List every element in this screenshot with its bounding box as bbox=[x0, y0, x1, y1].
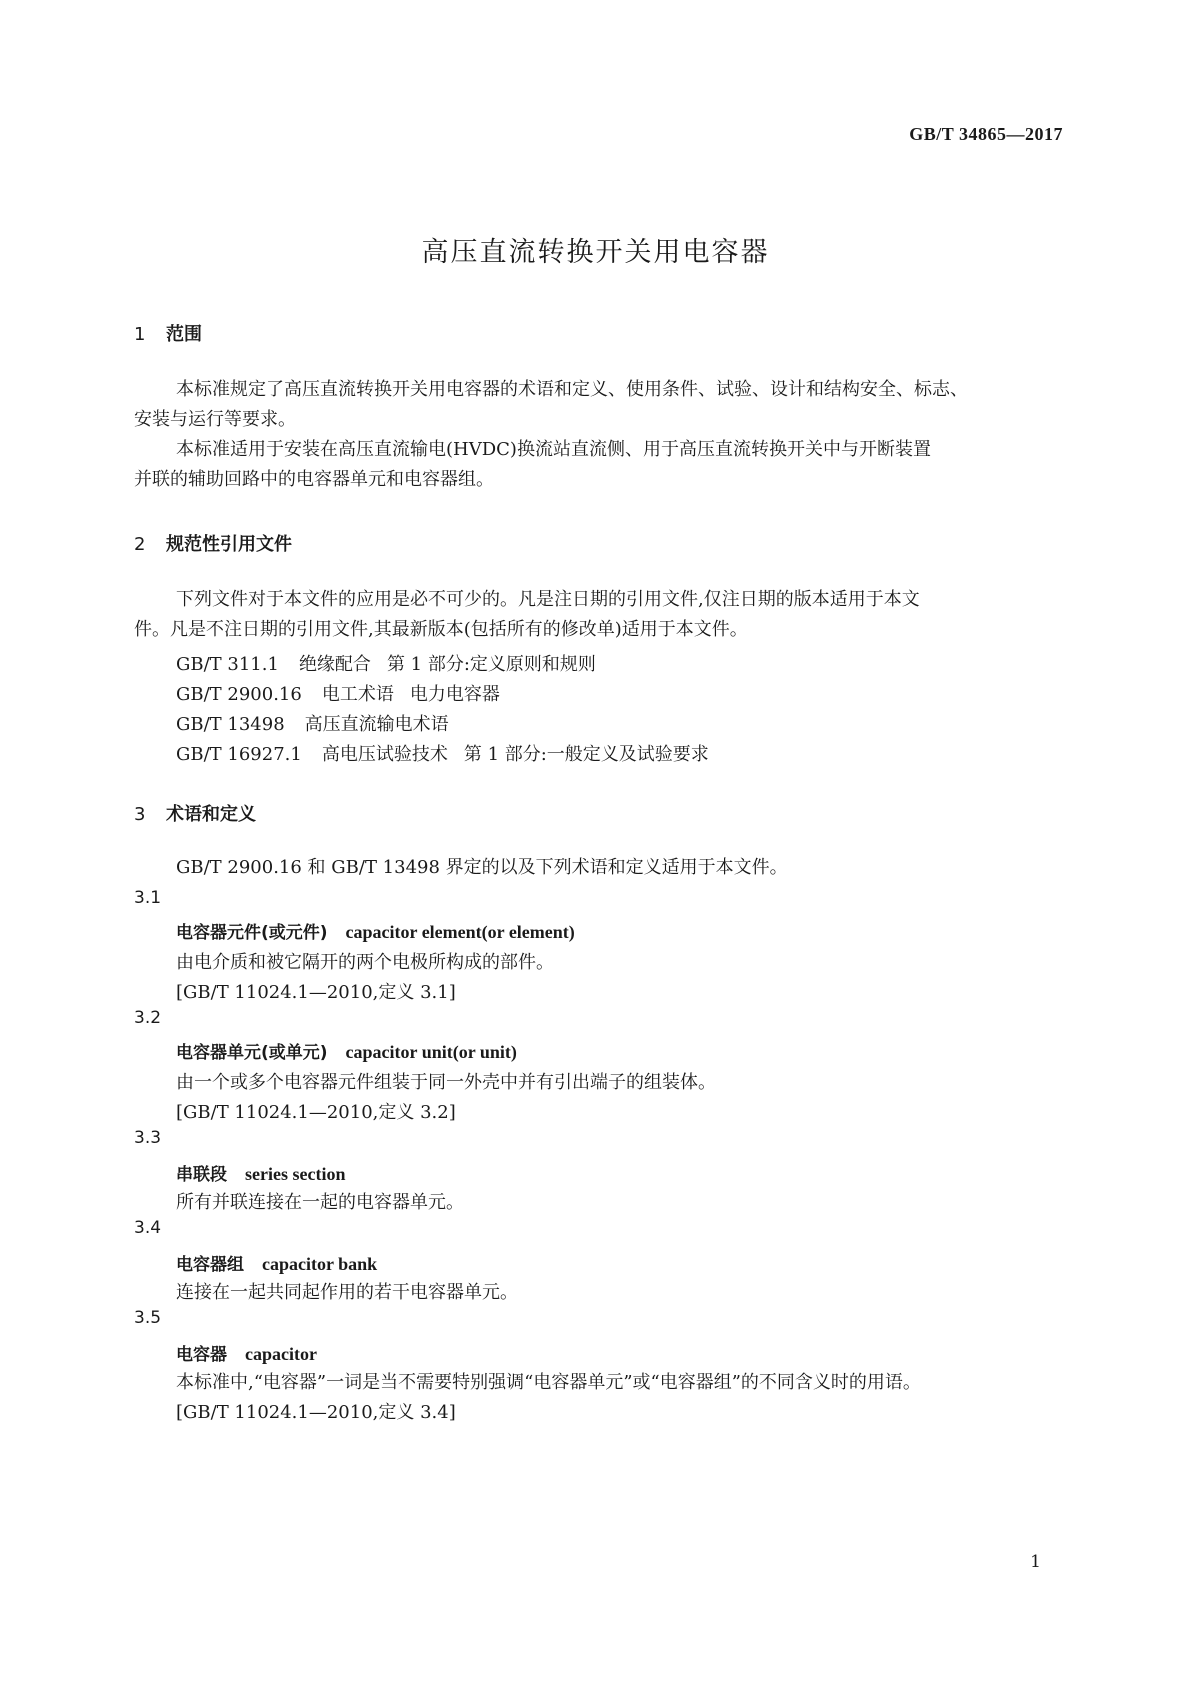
term-source: [GB/T 11024.1—2010,定义 3.1] bbox=[176, 982, 456, 1003]
term-en: capacitor element(or element) bbox=[345, 922, 575, 942]
reference-title: 电工术语 bbox=[321, 684, 394, 705]
reference-title: 绝缘配合 bbox=[298, 654, 371, 675]
paragraph-line: GB/T 2900.16 和 GB/T 13498 界定的以及下列术语和定义适用于本文件。 bbox=[176, 857, 788, 878]
section-number: 3 bbox=[134, 804, 146, 825]
reference-item bbox=[176, 740, 709, 766]
paragraph-line: 本标准适用于安装在高压直流输电(HVDC)换流站直流侧、用于高压直流转换开关中与开断装置 bbox=[176, 439, 931, 460]
term-definition: 由电介质和被它隔开的两个电极所构成的部件。 bbox=[176, 952, 554, 973]
term-number: 3.2 bbox=[134, 1008, 162, 1028]
term-number: 3.3 bbox=[134, 1128, 162, 1148]
term-en: series section bbox=[245, 1164, 346, 1184]
term-number: 3.4 bbox=[134, 1218, 162, 1238]
section-number: 2 bbox=[134, 534, 146, 555]
term-en: capacitor bbox=[245, 1344, 317, 1364]
term-heading bbox=[176, 1160, 345, 1185]
paragraph-line: 本标准规定了高压直流转换开关用电容器的术语和定义、使用条件、试验、设计和结构安全、标志、 bbox=[176, 379, 968, 400]
term-heading bbox=[176, 918, 575, 943]
reference-part: 电力电容器 bbox=[409, 684, 500, 705]
term-en: capacitor unit(or unit) bbox=[345, 1042, 517, 1062]
paragraph-line: 件。凡是不注日期的引用文件,其最新版本(包括所有的修改单)适用于本文件。 bbox=[134, 619, 748, 640]
reference-part: 第 1 部分:一般定义及试验要求 bbox=[463, 744, 709, 765]
reference-item bbox=[176, 710, 449, 736]
term-definition: 本标准中,“电容器”一词是当不需要特别强调“电容器单元”或“电容器组”的不同含义时的用语。 bbox=[176, 1372, 921, 1393]
term-source: [GB/T 11024.1—2010,定义 3.2] bbox=[176, 1102, 456, 1123]
section-1-heading bbox=[134, 320, 202, 346]
standard-code: GB/T 34865—2017 bbox=[909, 124, 1063, 144]
term-definition: 由一个或多个电容器元件组装于同一外壳中并有引出端子的组装体。 bbox=[176, 1072, 716, 1093]
section-title: 规范性引用文件 bbox=[166, 534, 292, 555]
term-heading bbox=[176, 1340, 317, 1365]
reference-title: 高电压试验技术 bbox=[321, 744, 448, 765]
reference-part: 第 1 部分:定义原则和规则 bbox=[386, 654, 596, 675]
section-number: 1 bbox=[134, 324, 146, 345]
document-title: 高压直流转换开关用电容器 bbox=[421, 237, 770, 268]
paragraph-line: 下列文件对于本文件的应用是必不可少的。凡是注日期的引用文件,仅注日期的版本适用于本文 bbox=[176, 589, 920, 610]
page-number: 1 bbox=[1030, 1552, 1041, 1572]
term-heading bbox=[176, 1250, 377, 1275]
reference-code: GB/T 13498 bbox=[176, 714, 285, 735]
term-zh: 电容器元件(或元件) bbox=[176, 923, 328, 943]
term-zh: 串联段 bbox=[176, 1165, 227, 1185]
paragraph-line: 并联的辅助回路中的电容器单元和电容器组。 bbox=[134, 469, 494, 490]
reference-item bbox=[176, 680, 500, 706]
term-source: [GB/T 11024.1—2010,定义 3.4] bbox=[176, 1402, 456, 1423]
reference-code: GB/T 16927.1 bbox=[176, 744, 302, 765]
term-zh: 电容器组 bbox=[176, 1255, 244, 1275]
term-en: capacitor bank bbox=[262, 1254, 378, 1274]
paragraph-line: 安装与运行等要求。 bbox=[134, 409, 296, 430]
reference-item bbox=[176, 650, 596, 676]
term-definition: 连接在一起共同起作用的若干电容器单元。 bbox=[176, 1282, 518, 1303]
term-number: 3.5 bbox=[134, 1308, 162, 1328]
section-title: 范围 bbox=[166, 324, 202, 345]
reference-code: GB/T 2900.16 bbox=[176, 684, 302, 705]
reference-code: GB/T 311.1 bbox=[176, 654, 279, 675]
term-definition: 所有并联连接在一起的电容器单元。 bbox=[176, 1192, 464, 1213]
term-zh: 电容器单元(或单元) bbox=[176, 1043, 328, 1063]
reference-title: 高压直流输电术语 bbox=[304, 714, 449, 735]
term-number: 3.1 bbox=[134, 888, 162, 908]
section-3-heading bbox=[134, 800, 256, 826]
term-zh: 电容器 bbox=[176, 1345, 227, 1365]
section-2-heading bbox=[134, 530, 292, 556]
section-title: 术语和定义 bbox=[166, 804, 256, 825]
term-heading bbox=[176, 1038, 517, 1063]
